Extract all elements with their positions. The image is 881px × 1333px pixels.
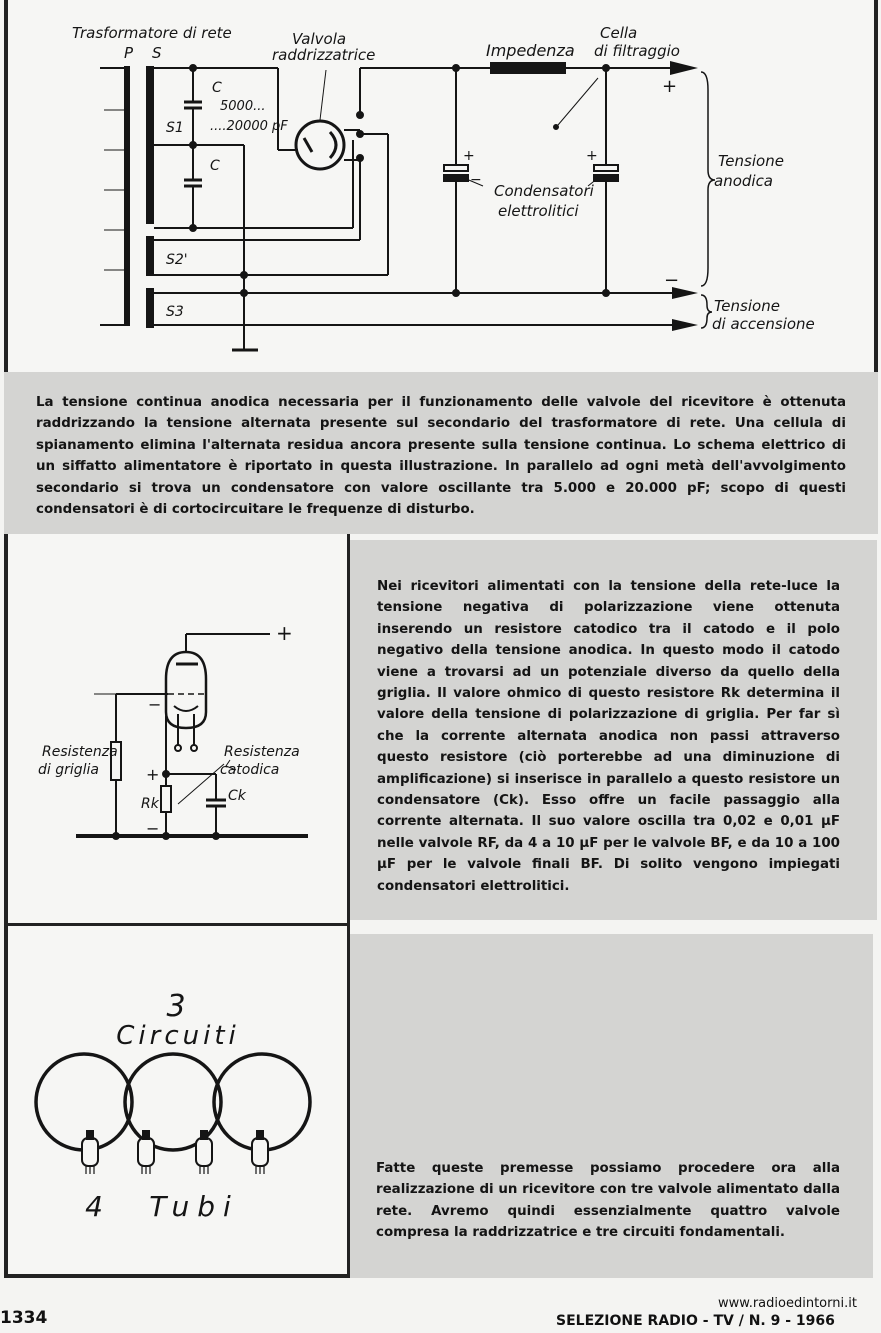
label-cath-res-1: Resistenza <box>224 744 300 760</box>
label-c1: C <box>212 80 222 96</box>
power-supply-figure <box>4 0 878 372</box>
circuits-tubes-figure <box>4 926 350 1278</box>
label-transformer: Trasformatore di rete <box>72 24 232 42</box>
cathode-bias-schematic <box>8 534 348 924</box>
circuits-label: Circuiti <box>116 1021 240 1051</box>
label-filter-1: Cella <box>600 24 638 42</box>
page-number: 1334 <box>0 1308 48 1328</box>
power-supply-schematic <box>8 0 874 372</box>
label-anode-1: Tensione <box>718 152 784 170</box>
label-valve-2: raddrizzatrice <box>272 46 376 64</box>
tube-icon <box>252 1130 268 1174</box>
tubes-label: Tubi <box>149 1190 239 1223</box>
label-cath-res-2: catodica <box>220 762 280 778</box>
circuits-tubes-illustration <box>8 926 348 1276</box>
tube-icon <box>196 1130 212 1174</box>
label-plus-out: + <box>662 76 678 97</box>
label-s3: S3 <box>166 304 184 320</box>
label-heater-2: di accensione <box>712 315 815 333</box>
circuits-number: 3 <box>166 989 186 1024</box>
tubes-number: 4 <box>85 1190 103 1223</box>
label-impedance: Impedenza <box>486 41 575 60</box>
label-c1-value-2: ....20000 pF <box>210 119 288 134</box>
label-caps-2: elettrolitici <box>498 202 579 220</box>
paragraph-3-block <box>350 934 873 1278</box>
label-minus-grid: − <box>148 695 162 714</box>
label-heater-1: Tensione <box>714 297 780 315</box>
label-ck: Ck <box>228 788 246 804</box>
label-plus-top: + <box>276 621 293 645</box>
paragraph-3-text: Fatte queste premesse possiamo procedere ora alla realizzazione di un ricevitore con tre valvole alimentato dalla rete. Avremo quindi essenzialmente quattro valvole compresa la raddrizzatrice e tre circuiti fondamentali. <box>376 1161 840 1241</box>
label-grid-res-1: Resistenza <box>42 744 118 760</box>
paragraph-1-text: La tensione continua anodica necessaria per il funzionamento delle valvole del ricevitore è ottenuta raddrizzando la tensione alternata presente sul secondario del trasformatore di rete. Una cellula di spianamento elimina l'alternata residua ancora presente sulla tensione continua. Lo schema elettrico di un siffatto alimentatore è riportato in questa illustrazione. In parallelo ad ogni metà dell'avvolgimento secondario si trova un condensatore con valore oscillante tra 5.000 e 20.000 pF; scopo di questi condensatori è di cortocircuitare le frequenze di disturbo. <box>36 395 846 518</box>
label-s2: S2' <box>166 252 188 268</box>
label-cap1-plus: + <box>463 148 475 164</box>
label-c2: C <box>210 158 220 174</box>
watermark: www.radioedintorni.it <box>718 1296 857 1311</box>
label-rk: Rk <box>141 796 159 812</box>
label-valve-1: Valvola <box>292 30 347 48</box>
label-s1: S1 <box>166 120 184 136</box>
label-minus-rk: − <box>146 819 160 838</box>
tube-icon <box>82 1130 98 1174</box>
label-minus-out: − <box>664 270 680 291</box>
label-anode-2: anodica <box>714 172 774 190</box>
label-caps-1: Condensatori <box>494 182 594 200</box>
label-plus-rk: + <box>146 765 160 784</box>
label-c1-value-1: 5000... <box>220 99 266 114</box>
magazine-title: SELEZIONE RADIO - TV / N. 9 - 1966 <box>556 1313 835 1329</box>
label-cap2-plus: + <box>586 148 598 164</box>
paragraph-1-block <box>4 372 878 534</box>
label-grid-res-2: di griglia <box>38 762 100 778</box>
label-primary: P <box>124 44 134 62</box>
paragraph-2-text: Nei ricevitori alimentati con la tensione della rete-luce la tensione negativa di polarizzazione viene ottenuta inserendo un resistore catodico tra il catodo e il polo negativo della tensione anodica. In questo modo il catodo viene a trovarsi ad un potenziale diverso da quello della griglia. Il valore ohmico di questo resistore Rk determina il valore della tensione di polarizzazione di griglia. Per far sì che la corrente alternata anodica non passi attraverso questo resistore (ciò porterebbe ad una diminuzione di amplificazione) si inserisce in parallelo a questo resistore un condensatore (Ck). Esso offre un facile passaggio alla corrente alternata. Il suo valore oscilla tra 0,02 e 0,01 µF nelle valvole RF, da 4 a 10 µF per le valvole BF, e da 10 a 100 µF per le valvole finali BF. Di solito vengono impiegati condensatori elettrolitici. <box>377 579 840 894</box>
label-secondary: S <box>152 44 162 62</box>
paragraph-2-block <box>350 540 877 920</box>
label-cap1-minus: − <box>470 172 482 188</box>
label-filter-2: di filtraggio <box>594 42 680 60</box>
cathode-figure <box>4 534 350 926</box>
